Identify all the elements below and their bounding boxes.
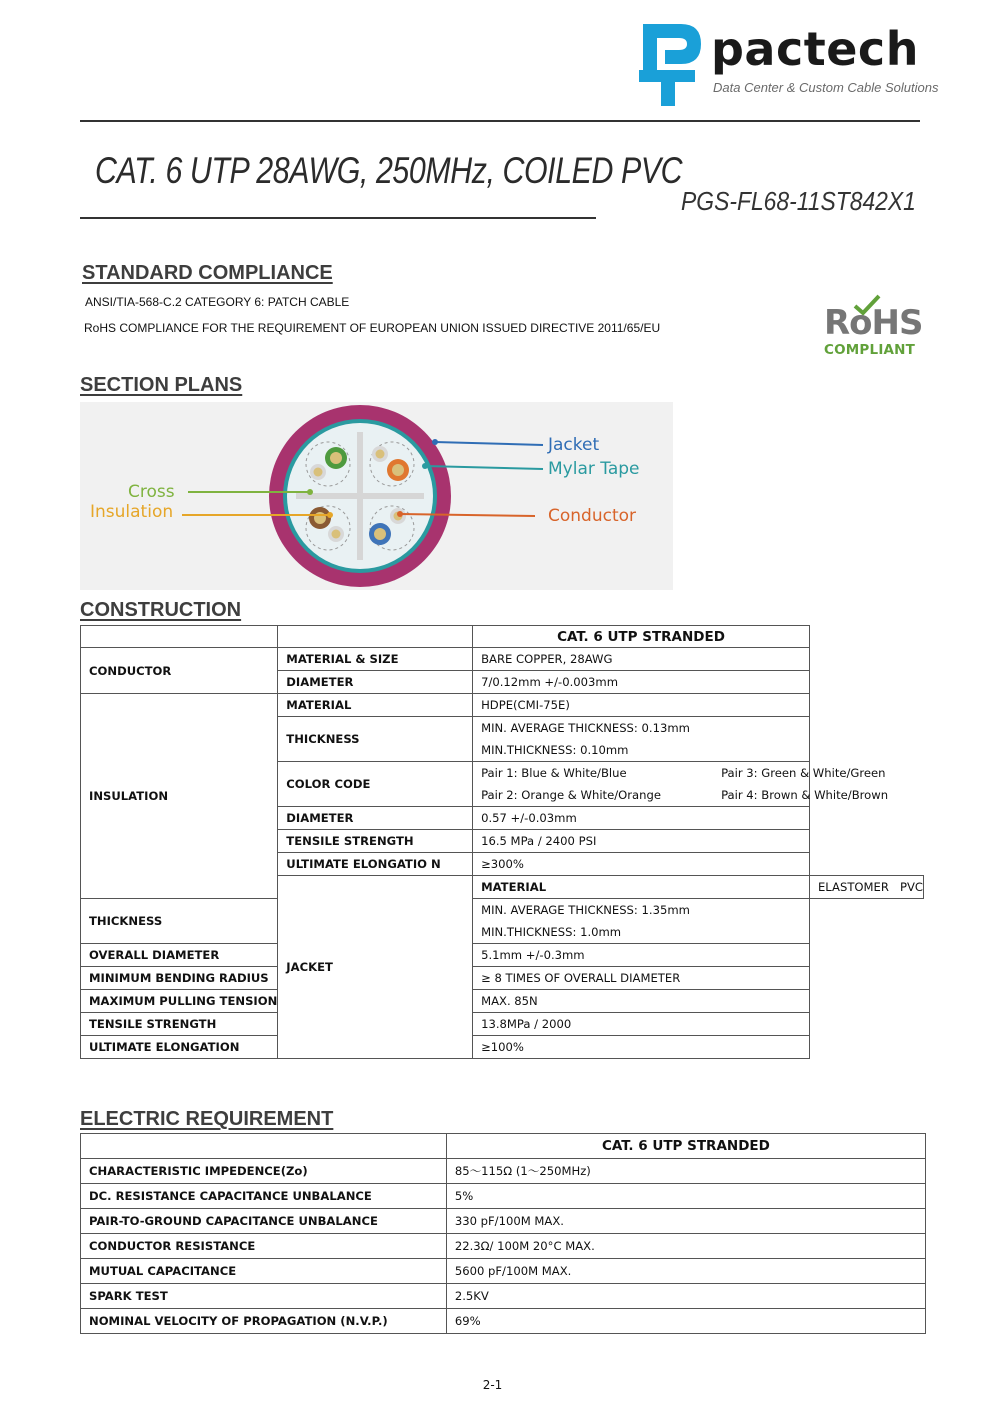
electric-column-header: CAT. 6 UTP STRANDED	[446, 1134, 925, 1159]
row-key: COLOR CODE	[278, 762, 473, 807]
table-row	[81, 1013, 924, 1036]
table-row	[81, 1309, 926, 1334]
row-value: ≥ 8 TIMES OF OVERALL DIAMETER	[473, 967, 810, 990]
row-key: THICKNESS	[81, 899, 278, 944]
pair-1: Pair 1: Blue & White/Blue	[481, 766, 627, 780]
table-row	[81, 990, 924, 1013]
table-row	[81, 694, 924, 717]
label-conductor: Conductor	[548, 506, 637, 526]
construction-column-header: CAT. 6 UTP STRANDED	[473, 626, 810, 648]
row-value: MIN. AVERAGE THICKNESS: 0.13mm	[481, 721, 690, 735]
compliance-line: RoHS COMPLIANCE FOR THE REQUIREMENT OF EUROPEAN UNION ISSUED DIRECTIVE 2011/65/EU	[84, 321, 661, 335]
row-key: CONDUCTOR RESISTANCE	[81, 1234, 447, 1259]
logo-wordmark: pactech	[711, 22, 919, 76]
row-value: BARE COPPER, 28AWG	[473, 648, 810, 671]
row-value: 5600 pF/100M MAX.	[446, 1259, 925, 1284]
label-cross: Cross	[128, 482, 175, 502]
table-row	[81, 1159, 926, 1184]
group-conductor: CONDUCTOR	[81, 648, 278, 694]
row-value: 69%	[446, 1309, 925, 1334]
row-key: TENSILE STRENGTH	[81, 1013, 278, 1036]
row-value: 0.57 +/-0.03mm	[473, 807, 810, 830]
row-key: MATERIAL & SIZE	[278, 648, 473, 671]
row-value: MIN. AVERAGE THICKNESS: 1.35mm	[481, 903, 690, 917]
label-insulation: Insulation	[90, 502, 174, 522]
row-value: 5%	[446, 1184, 925, 1209]
pt-logo-icon	[637, 16, 709, 108]
row-key: MINIMUM BENDING RADIUS	[81, 967, 278, 990]
standard-compliance-heading: STANDARD COMPLIANCE	[82, 262, 333, 284]
row-key: MAXIMUM PULLING TENSION	[81, 990, 278, 1013]
row-key: OVERALL DIAMETER	[81, 944, 278, 967]
row-key: MATERIAL	[473, 876, 810, 899]
row-value: ≥100%	[473, 1036, 810, 1059]
row-value: MIN.THICKNESS: 0.10mm	[481, 743, 629, 757]
rohs-word: RoHS	[824, 303, 923, 343]
table-row	[81, 1234, 926, 1259]
section-plans-heading: SECTION PLANS	[80, 374, 243, 396]
row-value: MIN.THICKNESS: 1.0mm	[481, 925, 622, 939]
row-key: MUTUAL CAPACITANCE	[81, 1259, 447, 1284]
row-value: HDPE(CMI-75E)	[473, 694, 810, 717]
row-value: 22.3Ω/ 100M 20°C MAX.	[446, 1234, 925, 1259]
row-key: SPARK TEST	[81, 1284, 447, 1309]
table-row	[81, 1259, 926, 1284]
row-key: DIAMETER	[278, 671, 473, 694]
row-value: 2.5KV	[446, 1284, 925, 1309]
pactech-logo	[637, 16, 939, 112]
construction-heading: CONSTRUCTION	[80, 599, 242, 621]
group-insulation: INSULATION	[81, 694, 278, 899]
page-title: CAT. 6 UTP 28AWG, 250MHz, COILED PVC	[95, 150, 683, 191]
table-row	[81, 1036, 924, 1059]
part-number: PGS-FL68-11ST842X1	[681, 186, 916, 216]
header-divider	[80, 120, 920, 122]
pair-4: Pair 4: Brown & White/Brown	[721, 788, 889, 802]
electric-requirement-heading: ELECTRIC REQUIREMENT	[80, 1108, 334, 1130]
page-number: 2-1	[482, 1378, 503, 1392]
table-row	[81, 1284, 926, 1309]
construction-table	[80, 625, 924, 1059]
row-value: 7/0.12mm +/-0.003mm	[473, 671, 810, 694]
table-row	[81, 1184, 926, 1209]
row-value: ELASTOMER PVC	[809, 876, 923, 899]
table-row	[81, 648, 924, 671]
label-mylar-tape: Mylar Tape	[548, 459, 640, 479]
row-value: 13.8MPa / 2000	[473, 1013, 810, 1036]
row-key: MATERIAL	[278, 694, 473, 717]
pair-2: Pair 2: Orange & White/Orange	[481, 788, 661, 802]
label-jacket: Jacket	[548, 435, 600, 455]
row-value: 85～115Ω (1～250MHz)	[446, 1159, 925, 1184]
rohs-compliant-label: COMPLIANT	[824, 342, 916, 358]
electric-table	[80, 1133, 926, 1334]
row-key: CHARACTERISTIC IMPEDENCE(Zo)	[81, 1159, 447, 1184]
table-row	[81, 944, 924, 967]
row-value: 16.5 MPa / 2400 PSI	[473, 830, 810, 853]
cable-cross-section-diagram	[80, 402, 673, 590]
row-key: ULTIMATE ELONGATIO N	[278, 853, 473, 876]
row-key: THICKNESS	[278, 717, 473, 762]
rohs-badge	[822, 294, 922, 360]
row-value: 330 pF/100M MAX.	[446, 1209, 925, 1234]
row-value: 5.1mm +/-0.3mm	[473, 944, 810, 967]
row-key: NOMINAL VELOCITY OF PROPAGATION (N.V.P.)	[81, 1309, 447, 1334]
row-key: DC. RESISTANCE CAPACITANCE UNBALANCE	[81, 1184, 447, 1209]
pair-3: Pair 3: Green & White/Green	[721, 766, 886, 780]
title-underline	[80, 217, 596, 219]
compliance-line: ANSI/TIA-568-C.2 CATEGORY 6: PATCH CABLE	[85, 295, 350, 309]
row-key: ULTIMATE ELONGATION	[81, 1036, 278, 1059]
row-key: PAIR-TO-GROUND CAPACITANCE UNBALANCE	[81, 1209, 447, 1234]
logo-tagline: Data Center & Custom Cable Solutions	[713, 80, 939, 95]
row-value: ≥300%	[473, 853, 810, 876]
table-row	[81, 899, 924, 944]
group-jacket: JACKET	[278, 876, 473, 1059]
table-row	[81, 967, 924, 990]
row-key: DIAMETER	[278, 807, 473, 830]
row-key: TENSILE STRENGTH	[278, 830, 473, 853]
row-value: MAX. 85N	[473, 990, 810, 1013]
table-row	[81, 1209, 926, 1234]
